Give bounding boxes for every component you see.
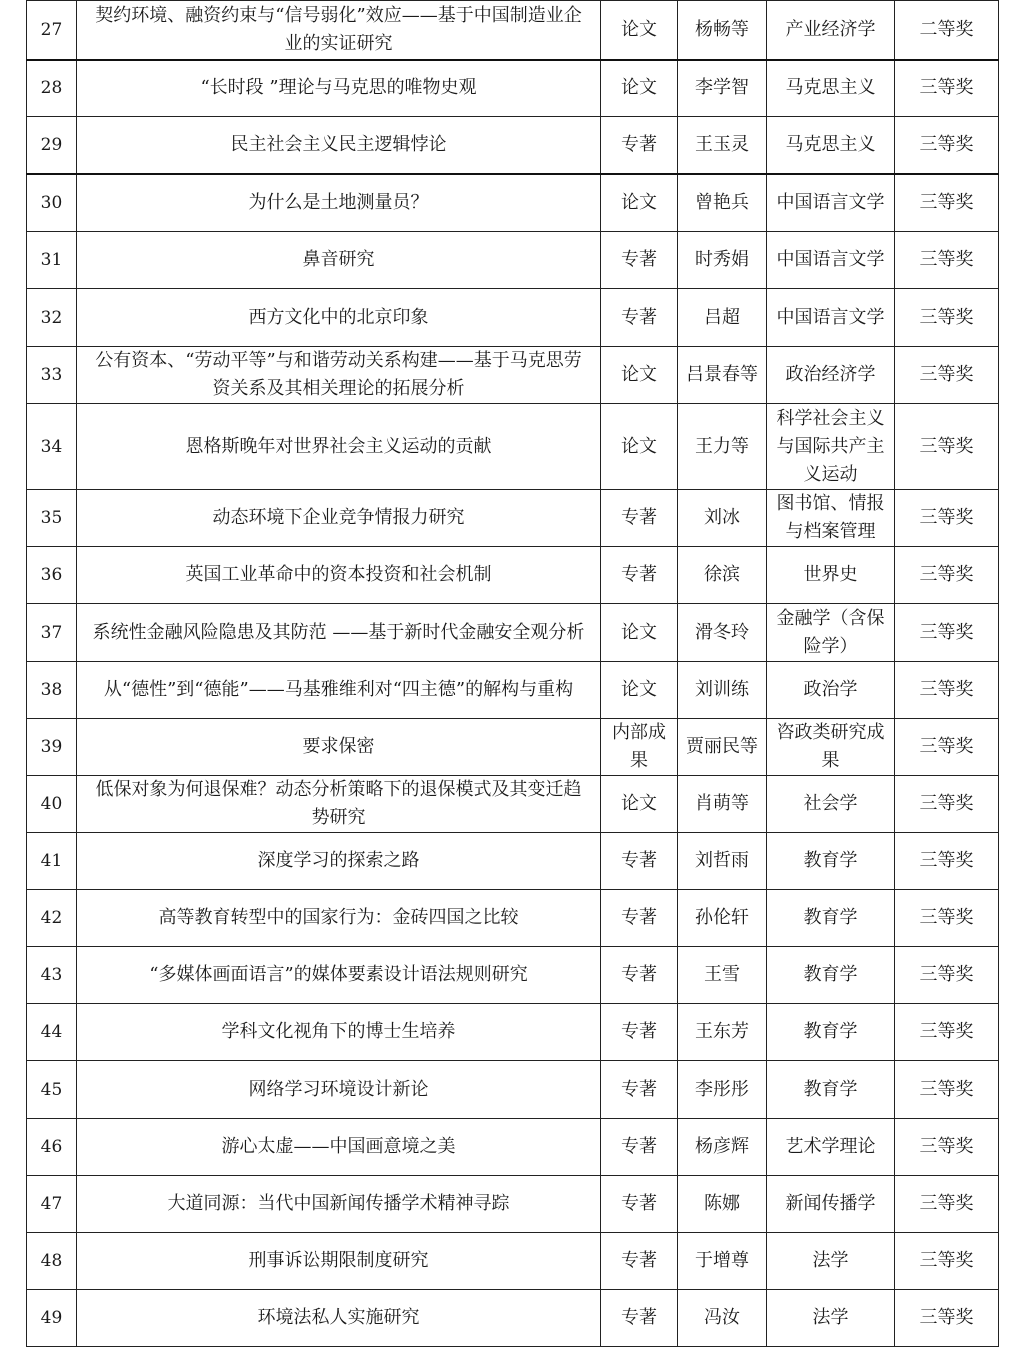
table-row bbox=[27, 404, 999, 490]
row-award: 三等奖 bbox=[895, 1119, 999, 1176]
row-award: 三等奖 bbox=[895, 404, 999, 490]
table-row bbox=[27, 117, 999, 174]
row-discipline: 金融学（含保险学） bbox=[767, 604, 895, 662]
row-author: 陈娜 bbox=[678, 1176, 767, 1233]
row-author: 刘哲雨 bbox=[678, 833, 767, 890]
row-type: 专著 bbox=[601, 1176, 678, 1233]
row-author: 滑冬玲 bbox=[678, 604, 767, 662]
row-award: 三等奖 bbox=[895, 490, 999, 547]
table-row bbox=[27, 1233, 999, 1290]
row-award: 三等奖 bbox=[895, 347, 999, 404]
row-type: 专著 bbox=[601, 1290, 678, 1347]
row-discipline: 咨政类研究成果 bbox=[767, 719, 895, 776]
row-author: 贾丽民等 bbox=[678, 719, 767, 776]
row-award: 二等奖 bbox=[895, 1, 999, 60]
row-title: 西方文化中的北京印象 bbox=[77, 289, 601, 347]
row-type: 专著 bbox=[601, 490, 678, 547]
table-row bbox=[27, 604, 999, 662]
row-discipline: 社会学 bbox=[767, 776, 895, 833]
row-award: 三等奖 bbox=[895, 1290, 999, 1347]
table-row bbox=[27, 890, 999, 947]
row-award: 三等奖 bbox=[895, 60, 999, 117]
row-discipline: 教育学 bbox=[767, 1004, 895, 1061]
row-author: 王力等 bbox=[678, 404, 767, 490]
row-title: 民主社会主义民主逻辑悖论 bbox=[77, 117, 601, 174]
row-type: 论文 bbox=[601, 604, 678, 662]
row-discipline: 教育学 bbox=[767, 1061, 895, 1119]
row-award: 三等奖 bbox=[895, 1004, 999, 1061]
row-number: 35 bbox=[27, 490, 77, 547]
row-type: 专著 bbox=[601, 1119, 678, 1176]
table-row bbox=[27, 289, 999, 347]
row-title: 网络学习环境设计新论 bbox=[77, 1061, 601, 1119]
row-author: 王东芳 bbox=[678, 1004, 767, 1061]
row-number: 27 bbox=[27, 1, 77, 60]
table-row bbox=[27, 1119, 999, 1176]
row-author: 王玉灵 bbox=[678, 117, 767, 174]
row-discipline: 教育学 bbox=[767, 833, 895, 890]
row-number: 42 bbox=[27, 890, 77, 947]
table-row bbox=[27, 1290, 999, 1347]
row-number: 49 bbox=[27, 1290, 77, 1347]
row-discipline: 政治学 bbox=[767, 662, 895, 719]
row-author: 吕超 bbox=[678, 289, 767, 347]
row-number: 40 bbox=[27, 776, 77, 833]
table-row bbox=[27, 60, 999, 117]
row-award: 三等奖 bbox=[895, 1061, 999, 1119]
row-title: 刑事诉讼期限制度研究 bbox=[77, 1233, 601, 1290]
table-row bbox=[27, 1004, 999, 1061]
row-discipline: 产业经济学 bbox=[767, 1, 895, 60]
row-type: 专著 bbox=[601, 947, 678, 1004]
row-title: 环境法私人实施研究 bbox=[77, 1290, 601, 1347]
row-award: 三等奖 bbox=[895, 833, 999, 890]
row-title: 游心太虚——中国画意境之美 bbox=[77, 1119, 601, 1176]
row-discipline: 新闻传播学 bbox=[767, 1176, 895, 1233]
table-row bbox=[27, 833, 999, 890]
row-type: 论文 bbox=[601, 60, 678, 117]
row-title: 恩格斯晚年对世界社会主义运动的贡献 bbox=[77, 404, 601, 490]
row-author: 李彤彤 bbox=[678, 1061, 767, 1119]
row-title: 公有资本、“劳动平等”与和谐劳动关系构建——基于马克思劳资关系及其相关理论的拓展分析 bbox=[77, 347, 601, 404]
row-number: 44 bbox=[27, 1004, 77, 1061]
row-type: 专著 bbox=[601, 117, 678, 174]
row-award: 三等奖 bbox=[895, 117, 999, 174]
row-award: 三等奖 bbox=[895, 890, 999, 947]
table-row bbox=[27, 547, 999, 604]
table-row bbox=[27, 174, 999, 232]
row-title: 鼻音研究 bbox=[77, 232, 601, 289]
row-author: 冯汝 bbox=[678, 1290, 767, 1347]
awards-table-body bbox=[27, 1, 999, 1347]
row-number: 31 bbox=[27, 232, 77, 289]
row-number: 36 bbox=[27, 547, 77, 604]
row-type: 专著 bbox=[601, 289, 678, 347]
table-row bbox=[27, 947, 999, 1004]
row-type: 论文 bbox=[601, 347, 678, 404]
table-row bbox=[27, 490, 999, 547]
row-author: 刘训练 bbox=[678, 662, 767, 719]
row-award: 三等奖 bbox=[895, 547, 999, 604]
row-number: 37 bbox=[27, 604, 77, 662]
table-row bbox=[27, 232, 999, 289]
row-discipline: 艺术学理论 bbox=[767, 1119, 895, 1176]
table-row bbox=[27, 719, 999, 776]
row-award: 三等奖 bbox=[895, 604, 999, 662]
row-author: 肖萌等 bbox=[678, 776, 767, 833]
row-discipline: 图书馆、情报与档案管理 bbox=[767, 490, 895, 547]
row-discipline: 马克思主义 bbox=[767, 117, 895, 174]
awards-table bbox=[26, 0, 999, 1347]
table-row bbox=[27, 776, 999, 833]
row-number: 41 bbox=[27, 833, 77, 890]
row-number: 29 bbox=[27, 117, 77, 174]
row-type: 专著 bbox=[601, 1004, 678, 1061]
row-title: 为什么是土地测量员？ bbox=[77, 174, 601, 232]
row-title: 系统性金融风险隐患及其防范 ——基于新时代金融安全观分析 bbox=[77, 604, 601, 662]
row-discipline: 法学 bbox=[767, 1290, 895, 1347]
row-title: 高等教育转型中的国家行为：金砖四国之比较 bbox=[77, 890, 601, 947]
table-row bbox=[27, 662, 999, 719]
row-author: 李学智 bbox=[678, 60, 767, 117]
row-award: 三等奖 bbox=[895, 174, 999, 232]
row-discipline: 中国语言文学 bbox=[767, 174, 895, 232]
row-discipline: 政治经济学 bbox=[767, 347, 895, 404]
row-discipline: 世界史 bbox=[767, 547, 895, 604]
row-title: 契约环境、融资约束与“信号弱化”效应——基于中国制造业企业的实证研究 bbox=[77, 1, 601, 60]
row-discipline: 法学 bbox=[767, 1233, 895, 1290]
row-award: 三等奖 bbox=[895, 776, 999, 833]
row-type: 专著 bbox=[601, 547, 678, 604]
row-award: 三等奖 bbox=[895, 232, 999, 289]
row-author: 王雪 bbox=[678, 947, 767, 1004]
row-type: 专著 bbox=[601, 232, 678, 289]
row-title: “多媒体画面语言”的媒体要素设计语法规则研究 bbox=[77, 947, 601, 1004]
row-number: 43 bbox=[27, 947, 77, 1004]
row-type: 专著 bbox=[601, 1233, 678, 1290]
row-type: 专著 bbox=[601, 1061, 678, 1119]
row-award: 三等奖 bbox=[895, 947, 999, 1004]
row-title: 从“德性”到“德能”——马基雅维利对“四主德”的解构与重构 bbox=[77, 662, 601, 719]
row-title: 动态环境下企业竞争情报力研究 bbox=[77, 490, 601, 547]
row-award: 三等奖 bbox=[895, 1176, 999, 1233]
row-type: 专著 bbox=[601, 833, 678, 890]
row-title: 学科文化视角下的博士生培养 bbox=[77, 1004, 601, 1061]
row-title: 深度学习的探索之路 bbox=[77, 833, 601, 890]
row-number: 28 bbox=[27, 60, 77, 117]
row-discipline: 中国语言文学 bbox=[767, 289, 895, 347]
row-type: 论文 bbox=[601, 174, 678, 232]
row-number: 39 bbox=[27, 719, 77, 776]
row-title: 英国工业革命中的资本投资和社会机制 bbox=[77, 547, 601, 604]
row-number: 48 bbox=[27, 1233, 77, 1290]
row-author: 于增尊 bbox=[678, 1233, 767, 1290]
row-title: 要求保密 bbox=[77, 719, 601, 776]
row-discipline: 中国语言文学 bbox=[767, 232, 895, 289]
row-number: 34 bbox=[27, 404, 77, 490]
row-award: 三等奖 bbox=[895, 719, 999, 776]
row-discipline: 科学社会主义与国际共产主义运动 bbox=[767, 404, 895, 490]
row-number: 30 bbox=[27, 174, 77, 232]
table-row bbox=[27, 1061, 999, 1119]
row-type: 论文 bbox=[601, 404, 678, 490]
row-number: 47 bbox=[27, 1176, 77, 1233]
row-discipline: 教育学 bbox=[767, 890, 895, 947]
row-author: 孙伦轩 bbox=[678, 890, 767, 947]
table-row bbox=[27, 347, 999, 404]
row-award: 三等奖 bbox=[895, 662, 999, 719]
row-author: 徐滨 bbox=[678, 547, 767, 604]
row-author: 刘冰 bbox=[678, 490, 767, 547]
row-type: 论文 bbox=[601, 1, 678, 60]
row-number: 45 bbox=[27, 1061, 77, 1119]
row-author: 杨畅等 bbox=[678, 1, 767, 60]
row-title: “长时段 ”理论与马克思的唯物史观 bbox=[77, 60, 601, 117]
row-type: 论文 bbox=[601, 776, 678, 833]
table-row bbox=[27, 1176, 999, 1233]
row-award: 三等奖 bbox=[895, 289, 999, 347]
row-title: 低保对象为何退保难？动态分析策略下的退保模式及其变迁趋势研究 bbox=[77, 776, 601, 833]
row-type: 专著 bbox=[601, 890, 678, 947]
row-author: 时秀娟 bbox=[678, 232, 767, 289]
row-author: 吕景春等 bbox=[678, 347, 767, 404]
row-title: 大道同源：当代中国新闻传播学术精神寻踪 bbox=[77, 1176, 601, 1233]
row-number: 33 bbox=[27, 347, 77, 404]
row-number: 46 bbox=[27, 1119, 77, 1176]
row-number: 38 bbox=[27, 662, 77, 719]
row-number: 32 bbox=[27, 289, 77, 347]
row-discipline: 马克思主义 bbox=[767, 60, 895, 117]
table-row bbox=[27, 1, 999, 60]
row-type: 内部成果 bbox=[601, 719, 678, 776]
row-type: 论文 bbox=[601, 662, 678, 719]
row-award: 三等奖 bbox=[895, 1233, 999, 1290]
row-author: 杨彦辉 bbox=[678, 1119, 767, 1176]
row-discipline: 教育学 bbox=[767, 947, 895, 1004]
row-author: 曾艳兵 bbox=[678, 174, 767, 232]
